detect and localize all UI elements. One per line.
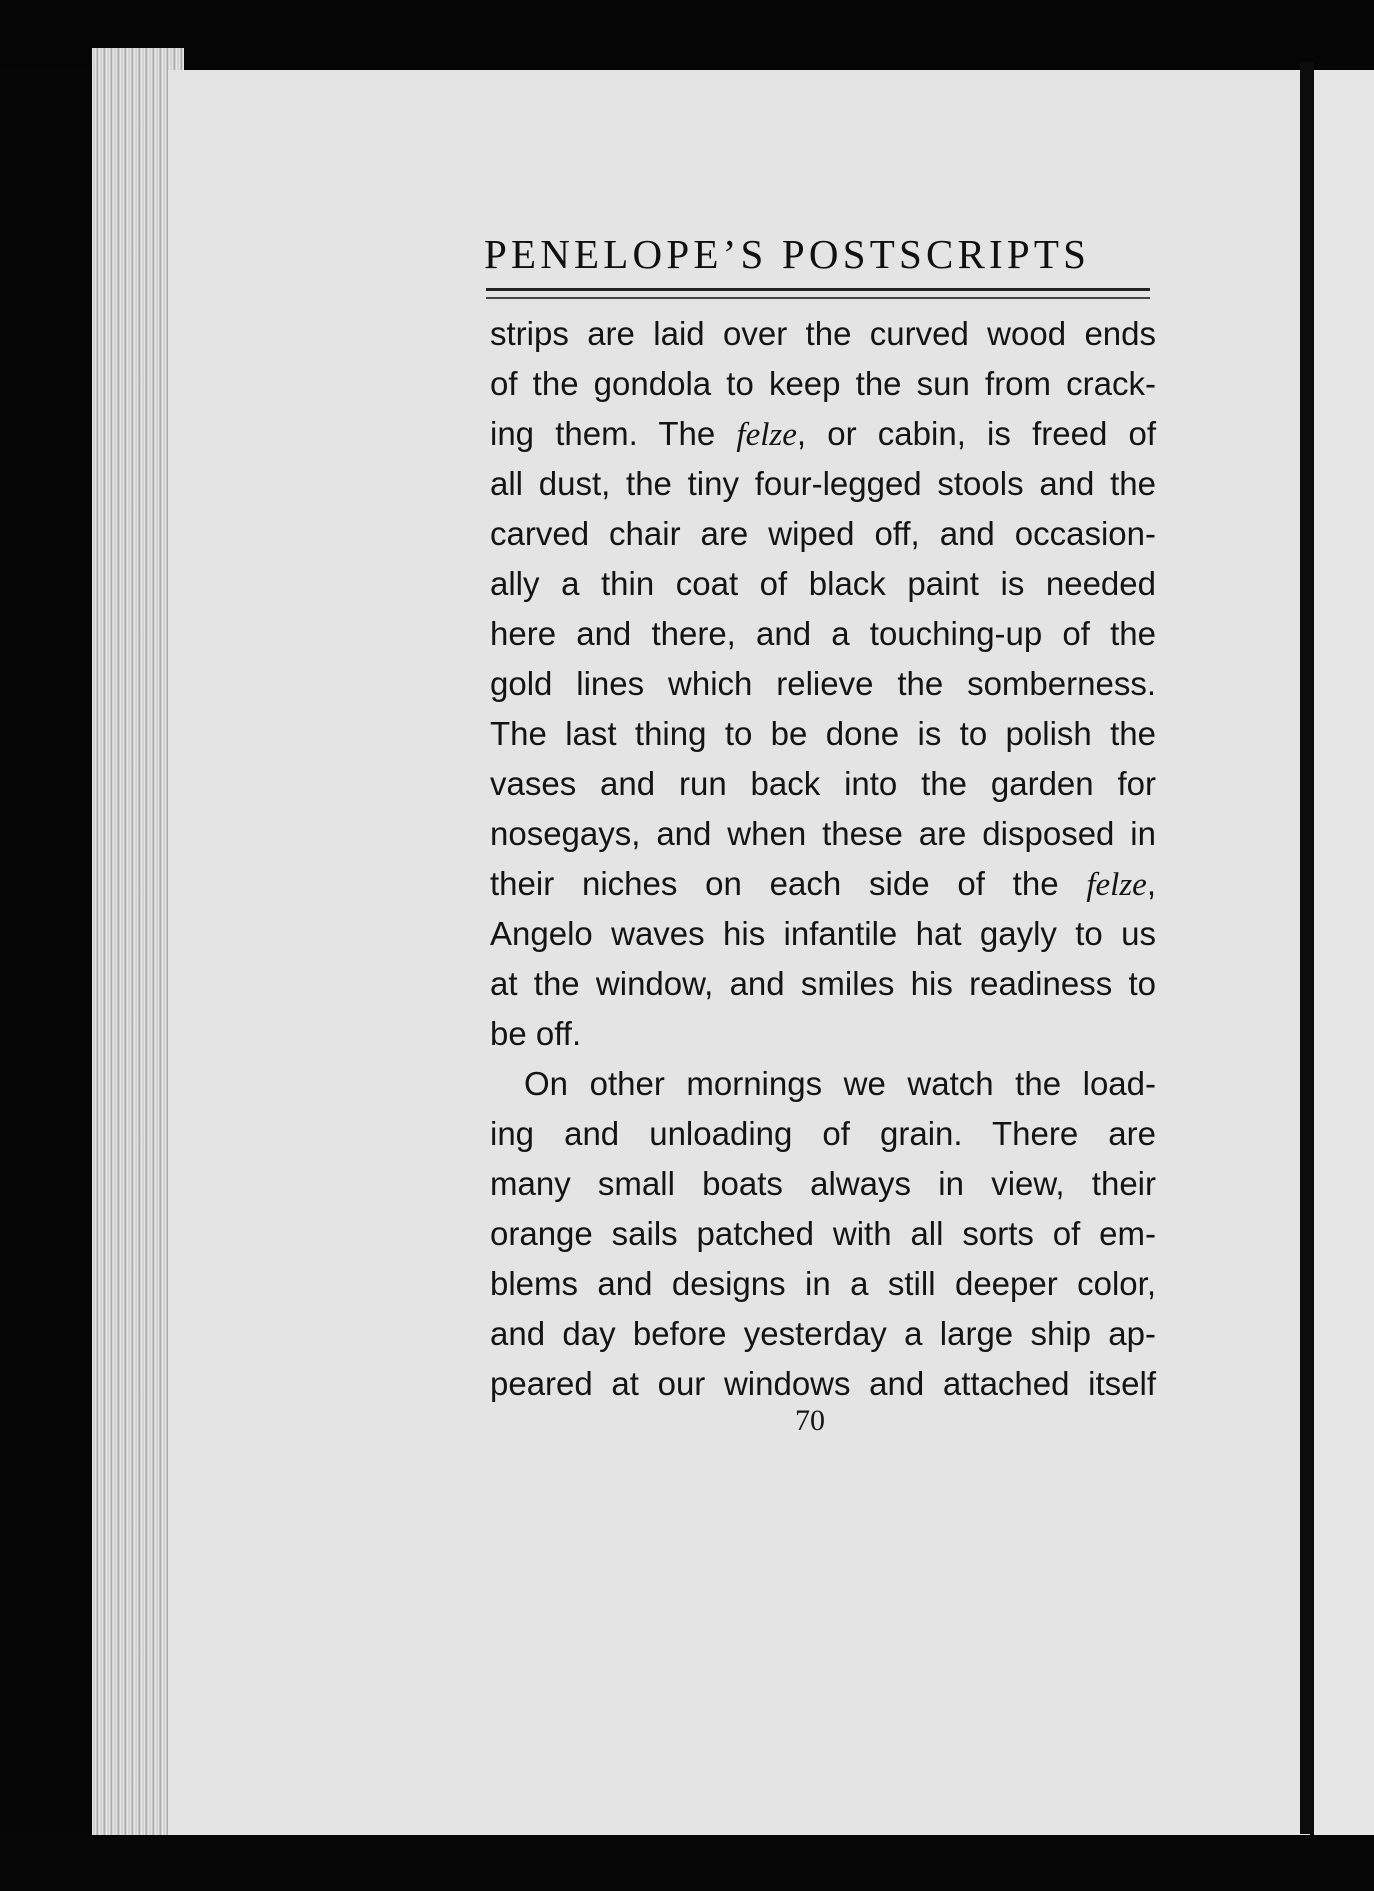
text-line: ing and unloading of grain. There are (490, 1115, 1156, 1152)
header-rule-thin (486, 297, 1150, 299)
text-line: ally a thin coat of black paint is needed (490, 565, 1156, 602)
header-rule-thick (486, 288, 1150, 291)
text-line: their niches on each side of the felze, (490, 865, 1156, 903)
text-line: gold lines which relieve the somberness. (490, 665, 1156, 702)
book-gutter (1300, 62, 1314, 1834)
text-line: blems and designs in a still deeper color, (490, 1265, 1156, 1302)
running-head: PENELOPE’S POSTSCRIPTS (484, 231, 1091, 277)
scan-background-bottom (0, 1835, 1374, 1891)
text-line: orange sails patched with all sorts of em- (490, 1215, 1156, 1252)
text-line: nosegays, and when these are disposed in (490, 815, 1156, 852)
text-line: Angelo waves his infantile hat gayly to us (490, 915, 1156, 952)
text-line: at the window, and smiles his readiness to (490, 965, 1156, 1002)
italic-word: felze (1086, 867, 1147, 903)
text-line: be off. (490, 1015, 582, 1052)
text-line: peared at our windows and attached itself (490, 1365, 1156, 1402)
text-line: The last thing to be done is to polish the (490, 715, 1156, 752)
page-number: 70 (795, 1404, 825, 1437)
text-line: ing them. The felze, or cabin, is freed of (490, 415, 1157, 453)
text-line: and day before yesterday a large ship ap- (490, 1315, 1156, 1352)
text-line: all dust, the tiny four-legged stools and the (490, 465, 1156, 502)
text-line: of the gondola to keep the sun from crack- (490, 365, 1156, 402)
text-line: here and there, and a touching-up of the (490, 615, 1156, 652)
scan-background-top (0, 0, 1374, 70)
text-line: many small boats always in view, their (490, 1165, 1156, 1202)
text-line: strips are laid over the curved wood ends (490, 315, 1156, 352)
text-line: carved chair are wiped off, and occasion- (490, 515, 1156, 552)
paragraph-first-line: On other mornings we watch the load- (524, 1065, 1156, 1102)
italic-word: felze (736, 417, 797, 453)
text-line: vases and run back into the garden for (490, 765, 1156, 802)
facing-page-edge (1314, 70, 1374, 1835)
